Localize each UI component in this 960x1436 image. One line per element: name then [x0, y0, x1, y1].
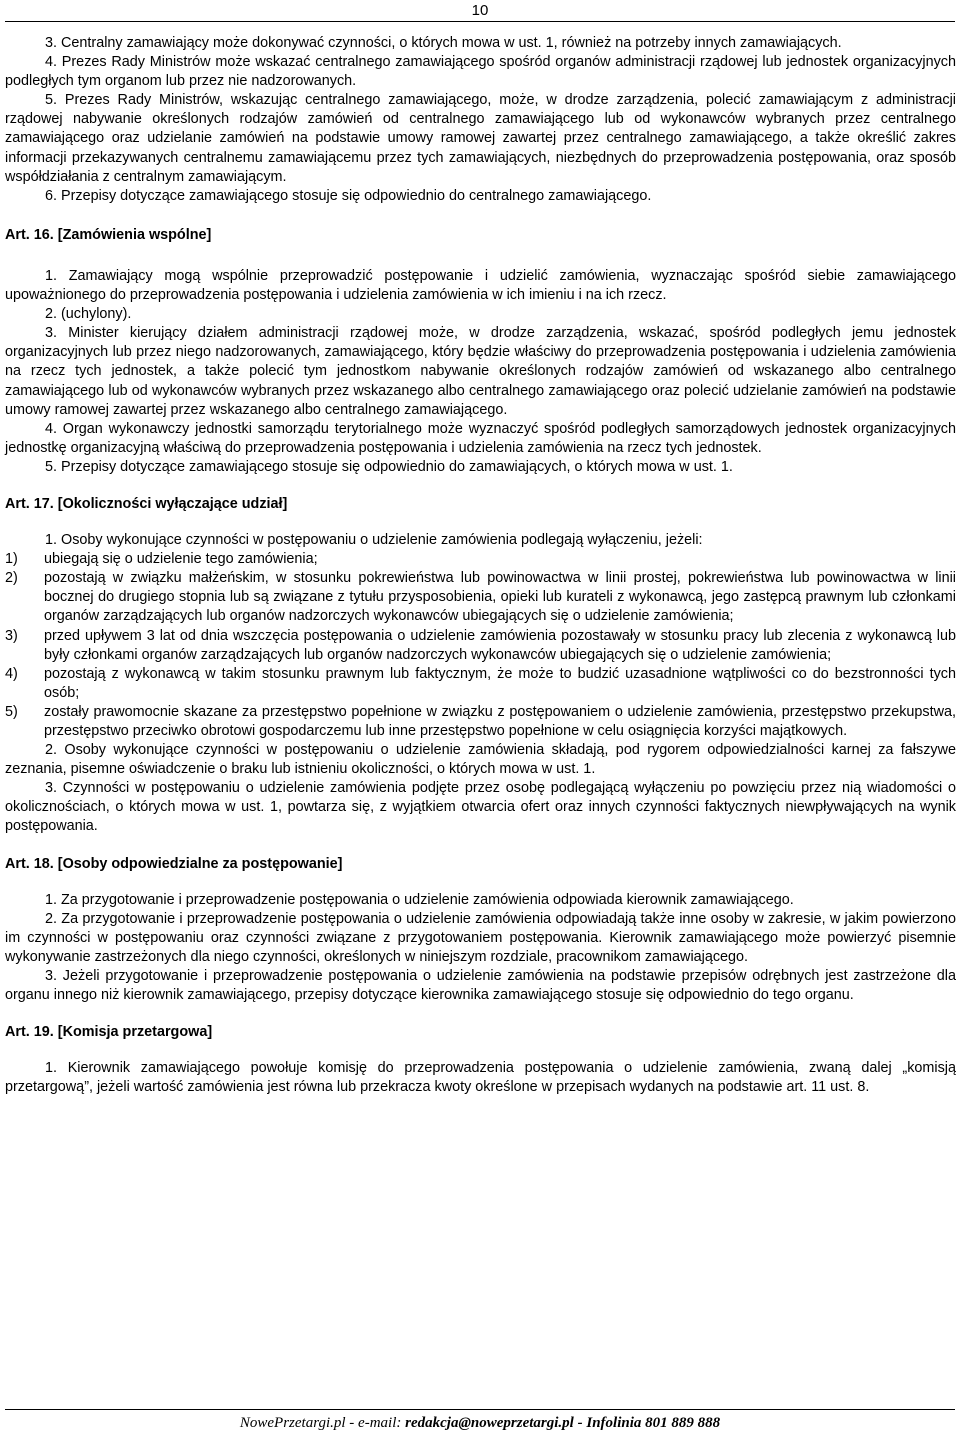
footer-rule [5, 1409, 955, 1410]
paragraph: 2. Za przygotowanie i przeprowadzenie postępowania o udzielenie zamówienia odpowiadają także inne osoby w zakresie, w jakim powierzono im czynności w postępowaniu oraz czynności związane z przygotowaniem postępowania. Kierownik zamawiającego może powierzyć pisemnie wykonywanie zastrzeżonych dla niego czynności, określonych w niniejszym rozdziale, pracownikom zamawiającego. [5, 910, 956, 965]
list-item-text: pozostają w związku małżeńskim, w stosunku pokrewieństwa lub powinowactwa w linii prostej, pokrewieństwa lub powinowactwa w linii bocznej do drugiego stopnia lub są związane z tytułu przysposobienia, opieki lub kurateli z wykonawcą, jego zastępcą prawnym lub członkami organów zarządzających lub organów nadzorczych wykonawców ubiegających się o udzielenie zamówienia; [44, 570, 956, 625]
list-item-text: przed upływem 3 lat od dnia wszczęcia postępowania o udzielenie zamówienia pozostawały w stosunku pracy lub zlecenia z wykonawcą lub były członkami organów zarządzających lub organów nadzorczych wykonawców ubiegających się o udzielenie zamówienia; [44, 627, 956, 663]
footer-email: redakcja@noweprzetargi.pl [405, 1415, 574, 1431]
footer-separator: - [573, 1415, 587, 1431]
page-footer [0, 1415, 960, 1432]
paragraph: 1. Osoby wykonujące czynności w postępowaniu o udzielenie zamówienia podlegają wyłączeniu, jeżeli: [45, 532, 703, 549]
list-item [5, 703, 956, 741]
list-item-text: ubiegają się o udzielenie tego zamówienia; [44, 551, 318, 568]
paragraph: 2. Osoby wykonujące czynności w postępowaniu o udzielenie zamówienia składają, pod rygorem odpowiedzialności karnej za fałszywe zeznania, pisemne oświadczenie o braku lub istnieniu okoliczności, o których mowa w ust. 1. [5, 742, 956, 778]
paragraph: 4. Organ wykonawczy jednostki samorządu terytorialnego może wyznaczyć spośród podległych samorządowych jednostek organizacyjnych jednostkę organizacyjną właściwą do przeprowadzenia postępowania i udzielenia zamówienia na rzecz tych jednostek. [5, 420, 956, 456]
paragraph: 3. Jeżeli przygotowanie i przeprowadzenie postępowania o udzielenie zamówienia na podstawie przepisów odrębnych jest zastrzeżone dla organu innego niż kierownik zamawiającego, przepisy dotyczące kierownika zamawiającego stosuje się odpowiednio do tego organu. [5, 968, 956, 1004]
page-number: 10 [471, 2, 489, 19]
list-item-number: 4) [5, 665, 18, 682]
paragraph: 3. Centralny zamawiający może dokonywać czynności, o których mowa w ust. 1, również na potrzeby innych zamawiających. [45, 35, 842, 51]
paragraph: 4. Prezes Rady Ministrów może wskazać centralnego zamawiającego spośród organów administracji rządowej lub jednostek organizacyjnych podległych tym organom lub przez nie nadzorowanych. [5, 54, 956, 90]
paragraph: 2. (uchylony). [45, 306, 132, 323]
list-item [5, 569, 956, 626]
paragraph: 1. Kierownik zamawiającego powołuje komisję do przeprowadzenia postępowania o udzielenie zamówienia, zwaną dalej „komisją przetargową”, jeżeli wartość zamówienia jest równa lub przekracza kwoty określone w przepisach wydanych na podstawie art. 11 ust. 8. [5, 1060, 956, 1096]
paragraph: 5. Przepisy dotyczące zamawiającego stosuje się odpowiednio do zamawiających, o których mowa w ust. 1. [45, 458, 733, 475]
footer-infolinia: Infolinia 801 889 888 [586, 1415, 721, 1431]
list-item-text: zostały prawomocnie skazane za przestępstwo popełnione w związku z postępowaniem o udzielenie zamówienia, przestępstwo przekupstwa, przestępstwo przeciwko obrotowi gospodarczemu lub inne przestępstwo popełnione w celu osiągnięcia korzyści majątkowych. [44, 703, 956, 739]
paragraph: 1. Za przygotowanie i przeprowadzenie postępowania o udzielenie zamówienia odpowiada kierownik zamawiającego. [45, 891, 794, 908]
article-heading: Art. 19. [Komisja przetargowa] [5, 1024, 213, 1041]
paragraph: 5. Prezes Rady Ministrów, wskazując centralnego zamawiającego, może, w drodze zarządzenia, polecić zamawiającym z administracji rządowej nabywanie określonych rodzajów zamówień od centralnego zamawiającego lub od wykonawców wybranych przez centralnego zamawiającego oraz udzielanie zamówień na podstawie umowy ramowej zawartej przez centralnego zamawiającego, a także określić zakres informacji przekazywanych centralnemu zamawiającemu przez tych zamawiających, niezbędnych do przeprowadzenia postępowania, oraz sposób współdziałania z centralnym zamawiającym. [5, 92, 956, 185]
list-item [5, 627, 956, 665]
article-heading: Art. 16. [Zamówienia wspólne] [5, 226, 212, 243]
list-item [5, 665, 956, 703]
document-body [5, 34, 956, 1098]
list-item-number: 5) [5, 703, 18, 720]
paragraph: 3. Czynności w postępowaniu o udzielenie zamówienia podjęte przez osobę podlegającą wyłączeniu po powzięciu przez nią wiadomości o okolicznościach, o których mowa w ust. 1, powtarza się, z wyjątkiem otwarcia ofert oraz innych czynności faktycznych niewpływających na wynik postępowania. [5, 780, 956, 835]
list-item-number: 2) [5, 570, 18, 587]
footer-prefix: NowePrzetargi.pl - e-mail: [239, 1415, 406, 1431]
article-heading: Art. 18. [Osoby odpowiedzialne za postępowanie] [5, 855, 343, 872]
paragraph: 6. Przepisy dotyczące zamawiającego stosuje się odpowiednio do centralnego zamawiającego. [45, 187, 652, 204]
article-heading: Art. 17. [Okoliczności wyłączające udział] [5, 495, 288, 512]
list-item [5, 550, 956, 569]
list-item-number: 3) [5, 627, 18, 644]
list-item-text: pozostają z wykonawcą w takim stosunku prawnym lub faktycznym, że może to budzić uzasadnione wątpliwości co do bezstronności tych osób; [44, 665, 956, 701]
list-item-number: 1) [5, 551, 18, 568]
paragraph: 3. Minister kierujący działem administracji rządowej może, w drodze zarządzenia, wskazać, spośród podległych jemu jednostek organizacyjnych lub przez niego nadzorowanych, zamawiającego, który będzie właściwy do przeprowadzenia postępowania i udzielenia zamówienia na rzecz tych jednostek, a także polecić tym jednostkom nabywanie określonych rodzajów zamówień od wskazanego albo centralnego zamawiającego lub od wykonawców wybranych przez wskazanego albo centralnego zamawiającego oraz polecić udzielanie zamówień na podstawie umowy ramowej zawartej przez wskazanego albo centralnego zamawiającego. [5, 325, 956, 418]
paragraph: 1. Zamawiający mogą wspólnie przeprowadzić postępowanie i udzielić zamówienia, wyznaczając spośród siebie zamawiającego upoważnionego do przeprowadzenia postępowania i udzielenia zamówienia w ich imieniu i na ich rzecz. [5, 267, 956, 304]
header-rule [5, 21, 955, 22]
